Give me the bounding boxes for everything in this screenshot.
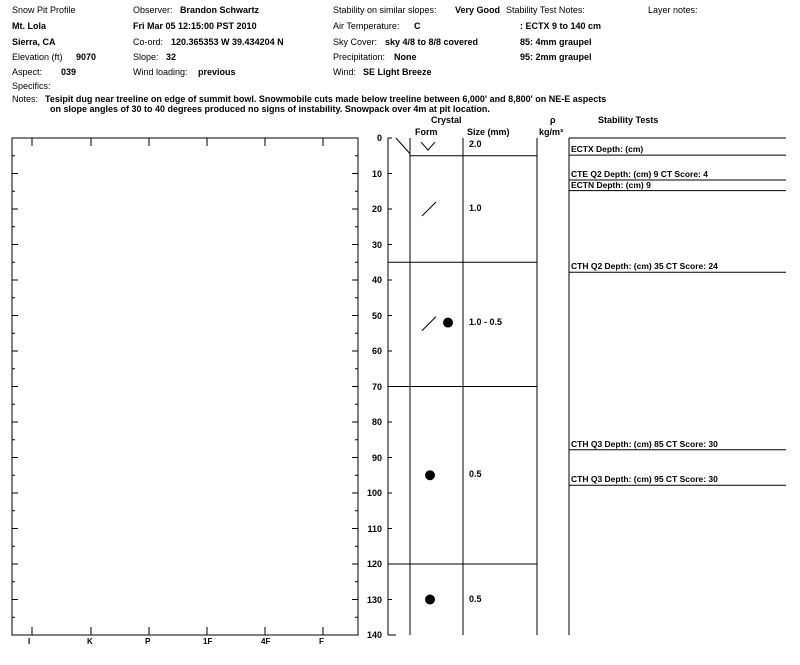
surface-connector bbox=[396, 138, 410, 154]
stability-test-entry: ECTN Depth: (cm) 9 bbox=[571, 179, 651, 190]
elevation-label: Elevation (ft) bbox=[12, 52, 63, 62]
depth-label: 80 bbox=[371, 417, 382, 427]
aspect-value: 039 bbox=[61, 67, 77, 77]
wind-label: Wind: bbox=[333, 67, 357, 77]
notes-line-1: Tesipit dug near treeline on edge of summit bowl. Snowmobile cuts made below treeline between 6,000' and 8,800' on NE-E aspects bbox=[45, 94, 607, 104]
depth-label: 30 bbox=[371, 239, 382, 250]
notes-label: Notes: bbox=[12, 94, 39, 104]
graupel-icon bbox=[425, 595, 435, 605]
coord-label: Co-ord: bbox=[133, 37, 164, 47]
stability-test-note-1: : ECTX 9 to 140 cm bbox=[520, 21, 602, 31]
air-temp-label: Air Temperature: bbox=[333, 21, 400, 31]
location-name: Mt. Lola bbox=[12, 21, 46, 31]
coord-value: 120.365353 W 39.434204 N bbox=[171, 37, 284, 47]
hardness-label: F bbox=[319, 637, 324, 646]
hardness-plot-frame bbox=[12, 138, 358, 635]
aspect-label: Aspect: bbox=[12, 67, 43, 77]
depth-hoar-icon bbox=[421, 142, 435, 150]
hardness-label: K bbox=[87, 637, 93, 646]
pit-profile-title: Snow Pit Profile bbox=[12, 5, 76, 15]
observer-value: Brandon Schwartz bbox=[180, 5, 260, 15]
hardness-label: I bbox=[28, 637, 31, 646]
depth-label: 100 bbox=[366, 488, 382, 498]
stability-tests-header: Stability Tests bbox=[598, 115, 659, 125]
observer-label: Observer: bbox=[133, 5, 173, 15]
grain-size-label: 0.5 bbox=[469, 469, 482, 480]
stability-test-note-2: 85: 4mm graupel bbox=[520, 37, 592, 47]
chart-grid bbox=[12, 138, 786, 635]
slope-value: 32 bbox=[166, 52, 177, 62]
region-name: Sierra, CA bbox=[12, 37, 56, 47]
depth-label: 70 bbox=[371, 381, 382, 392]
wind-value: SE Light Breeze bbox=[363, 67, 432, 77]
hardness-label: P bbox=[145, 637, 151, 646]
stability-test-entry: CTH Q3 Depth: (cm) 85 CT Score: 30 bbox=[571, 438, 718, 449]
depth-label: 120 bbox=[366, 559, 382, 569]
faceted-icon bbox=[422, 317, 436, 331]
hardness-label: 1F bbox=[203, 637, 213, 646]
stability-similar-value: Very Good bbox=[455, 5, 501, 15]
stability-test-entry: CTE Q2 Depth: (cm) 9 CT Score: 4 bbox=[571, 168, 708, 179]
wind-loading-value: previous bbox=[198, 67, 236, 77]
observation-datetime: Fri Mar 05 12:15:00 PST 2010 bbox=[133, 21, 257, 31]
notes-line-2: on slope angles of 30 to 40 degrees produced no signs of instability. Snowpack over 4m at pit location. bbox=[50, 104, 490, 114]
depth-label: 110 bbox=[367, 523, 382, 534]
stability-test-entry: CTH Q3 Depth: (cm) 95 CT Score: 30 bbox=[571, 474, 718, 485]
air-temp-value: C bbox=[414, 21, 421, 31]
depth-label: 140 bbox=[366, 630, 382, 640]
depth-label: 50 bbox=[371, 310, 382, 321]
depth-label: 60 bbox=[371, 346, 382, 356]
layer-notes-title: Layer notes: bbox=[648, 5, 698, 15]
size-header: Size (mm) bbox=[467, 127, 510, 137]
depth-label: 20 bbox=[371, 204, 382, 214]
stability-test-entry: CTH Q2 Depth: (cm) 35 CT Score: 24 bbox=[571, 261, 718, 272]
grain-size-label: 1.0 bbox=[469, 203, 482, 213]
crystal-forms bbox=[421, 142, 453, 604]
precipitation-label: Precipitation: bbox=[333, 52, 386, 62]
depth-label: 0 bbox=[376, 133, 382, 143]
elevation-value: 9070 bbox=[76, 52, 97, 62]
grain-size-label: 2.0 bbox=[469, 139, 482, 150]
depth-label: 90 bbox=[371, 452, 382, 463]
rho-header: ρ bbox=[550, 115, 556, 125]
specifics-label: Specifics: bbox=[12, 81, 51, 91]
faceted-icon bbox=[422, 202, 436, 216]
stability-similar-label: Stability on similar slopes: bbox=[333, 5, 437, 15]
wind-loading-label: Wind loading: bbox=[133, 67, 188, 77]
depth-label: 40 bbox=[371, 275, 382, 285]
hardness-label: 4F bbox=[261, 637, 271, 646]
slope-label: Slope: bbox=[133, 52, 159, 62]
grain-size-label: 0.5 bbox=[469, 593, 482, 604]
stability-test-entry: ECTX Depth: (cm) bbox=[571, 144, 644, 155]
density-unit-header: kg/m³ bbox=[539, 127, 564, 137]
form-header: Form bbox=[415, 127, 438, 137]
grain-size-label: 1.0 - 0.5 bbox=[469, 316, 503, 327]
sky-cover-label: Sky Cover: bbox=[333, 37, 378, 47]
stability-test-note-3: 95: 2mm graupel bbox=[520, 52, 592, 62]
sky-cover-value: sky 4/8 to 8/8 covered bbox=[385, 37, 479, 47]
graupel-icon bbox=[425, 470, 435, 480]
graupel-icon bbox=[443, 318, 453, 328]
depth-label: 130 bbox=[366, 594, 382, 605]
precipitation-value: None bbox=[394, 52, 417, 62]
stability-test-notes-title: Stability Test Notes: bbox=[506, 5, 585, 15]
crystal-header: Crystal bbox=[431, 115, 462, 125]
depth-label: 10 bbox=[371, 168, 382, 179]
